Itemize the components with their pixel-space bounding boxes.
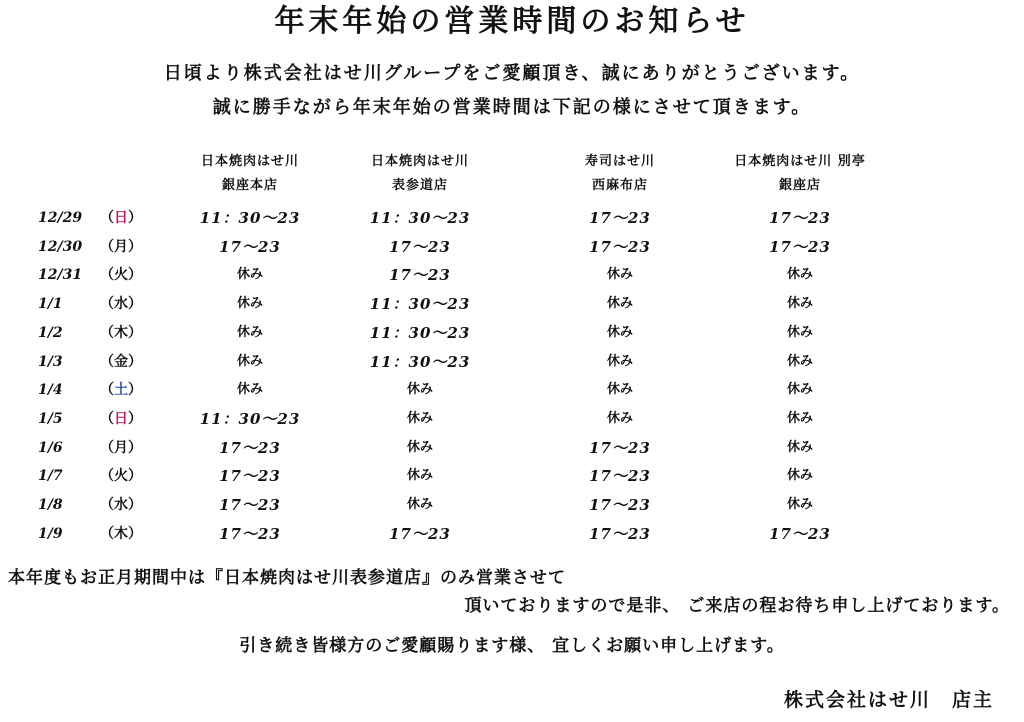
paren-open: （ — [100, 210, 114, 226]
row-date: 12/31 — [38, 267, 83, 284]
table-row — [0, 405, 1024, 433]
hours-cell: 休み — [406, 468, 433, 484]
hours-cell: 17～23 — [589, 438, 651, 457]
hours-cell: 休み — [786, 353, 813, 369]
table-row — [0, 348, 1024, 376]
hours-cell: 11：30～23 — [199, 409, 301, 428]
table-row — [0, 319, 1024, 347]
table-row — [0, 204, 1024, 232]
table-row — [0, 462, 1024, 490]
row-date: 1/3 — [38, 353, 63, 370]
paren-open: （ — [100, 439, 114, 456]
table-row — [0, 434, 1024, 462]
hours-cell: 休み — [786, 497, 813, 512]
store-header-ginza-honten — [160, 150, 340, 198]
closing-line-3: 引き続き皆様方のご愛顧賜ります様、 宜しくお願い申し上げます。 — [239, 636, 785, 656]
table-row — [0, 290, 1024, 318]
paren-open: （ — [100, 497, 114, 513]
hours-cell: 休み — [406, 382, 433, 398]
hours-cell: 休み — [606, 267, 633, 283]
weekday-char: 木 — [114, 525, 128, 542]
row-date: 1/8 — [38, 497, 63, 513]
closing-line-2: 頂いておりますので是非、 ご来店の程お待ち申し上げております。 — [464, 596, 1010, 616]
hours-cell: 休み — [606, 324, 633, 340]
closing-line-1: 本年度もお正月期間中は『日本焼肉はせ川表参道店』のみ営業させて — [8, 568, 566, 588]
paren-close: ） — [128, 439, 142, 456]
table-row — [0, 520, 1024, 548]
row-weekday — [100, 376, 140, 404]
paren-close: ） — [128, 525, 142, 542]
row-weekday — [100, 348, 140, 376]
paren-close: ） — [128, 468, 142, 485]
row-date: 1/2 — [38, 324, 63, 341]
hours-cell: 11：30～23 — [199, 209, 301, 227]
paren-close: ） — [128, 324, 142, 341]
weekday-char: 土 — [114, 382, 128, 399]
paren-close: ） — [128, 267, 142, 284]
row-date: 1/6 — [38, 439, 63, 456]
store-header-nishiazabu — [530, 150, 710, 198]
hours-cell: 休み — [786, 267, 813, 283]
row-date: 12/30 — [38, 238, 83, 255]
row-weekday — [100, 319, 140, 347]
hours-cell: 休み — [236, 267, 263, 283]
paren-open: （ — [100, 324, 114, 341]
hours-cell: 11：30～23 — [369, 323, 471, 342]
hours-cell: 17～23 — [219, 496, 281, 514]
hours-cell: 17～23 — [389, 266, 451, 285]
hours-cell: 17～23 — [389, 524, 451, 543]
hours-cell: 17～23 — [589, 467, 651, 486]
hours-cell: 休み — [236, 324, 263, 340]
row-weekday — [100, 204, 140, 232]
paren-close: ） — [128, 382, 142, 399]
store-name: 日本焼肉はせ川 別亭 — [734, 154, 866, 169]
table-row — [0, 376, 1024, 404]
row-weekday — [100, 405, 140, 433]
paren-open: （ — [100, 267, 114, 284]
row-weekday — [100, 462, 140, 490]
signature: 株式会社はせ川 店主 — [783, 689, 994, 711]
store-branch: 銀座店 — [778, 178, 821, 193]
table-row — [0, 233, 1024, 261]
hours-cell: 17～23 — [219, 467, 281, 486]
hours-cell: 休み — [606, 296, 633, 312]
paren-open: （ — [100, 353, 114, 370]
hours-cell: 17～23 — [589, 237, 651, 256]
weekday-char: 月 — [114, 439, 128, 456]
paren-open: （ — [100, 410, 114, 427]
weekday-char: 木 — [114, 324, 128, 341]
row-date: 1/9 — [38, 525, 63, 542]
row-weekday — [100, 261, 140, 289]
paren-open: （ — [100, 238, 114, 255]
row-weekday — [100, 290, 140, 318]
hours-cell: 17～23 — [769, 209, 831, 227]
row-weekday — [100, 520, 140, 548]
hours-cell: 11：30～23 — [369, 209, 471, 227]
intro-line-1: 日頃より株式会社はせ川グループをご愛顧頂き、誠にありがとうございます。 — [163, 63, 861, 84]
paren-close: ） — [128, 238, 142, 255]
weekday-char: 日 — [114, 210, 128, 226]
row-date: 12/29 — [38, 210, 83, 226]
store-branch: 西麻布店 — [591, 178, 648, 193]
hours-cell: 休み — [786, 468, 813, 484]
weekday-char: 火 — [114, 267, 128, 284]
paren-open: （ — [100, 382, 114, 399]
hours-cell: 休み — [236, 353, 263, 369]
row-date: 1/7 — [38, 468, 63, 485]
hours-cell: 17～23 — [389, 237, 451, 256]
paren-open: （ — [100, 296, 114, 313]
store-header-omotesando — [330, 150, 510, 198]
hours-cell: 17～23 — [589, 524, 651, 543]
paren-open: （ — [100, 468, 114, 485]
hours-cell: 休み — [786, 382, 813, 398]
row-weekday — [100, 233, 140, 261]
hours-cell: 11：30～23 — [369, 352, 471, 371]
table-row — [0, 491, 1024, 519]
weekday-char: 月 — [114, 238, 128, 255]
paren-close: ） — [128, 353, 142, 370]
hours-cell: 17～23 — [589, 496, 651, 514]
hours-cell: 休み — [236, 382, 263, 398]
store-header-bettei-ginza — [710, 150, 890, 198]
hours-cell: 休み — [786, 324, 813, 340]
weekday-char: 水 — [114, 497, 128, 513]
table-row — [0, 261, 1024, 289]
hours-cell: 休み — [606, 382, 633, 398]
hours-cell: 17～23 — [219, 524, 281, 543]
hours-cell: 休み — [406, 410, 433, 426]
hours-cell: 17～23 — [219, 237, 281, 256]
weekday-char: 水 — [114, 296, 128, 313]
row-date: 1/4 — [38, 382, 63, 399]
store-name: 日本焼肉はせ川 — [370, 154, 469, 169]
hours-cell: 17～23 — [769, 237, 831, 256]
row-date: 1/5 — [38, 410, 63, 427]
store-name: 日本焼肉はせ川 — [200, 154, 299, 169]
hours-cell: 17～23 — [219, 438, 281, 457]
hours-cell: 17～23 — [769, 524, 831, 543]
paren-open: （ — [100, 525, 114, 542]
row-weekday — [100, 491, 140, 519]
row-weekday — [100, 434, 140, 462]
row-date: 1/1 — [38, 296, 63, 313]
intro-line-2: 誠に勝手ながら年末年始の営業時間は下記の様にさせて頂きます。 — [212, 97, 812, 118]
hours-cell: 休み — [786, 410, 813, 426]
hours-cell: 休み — [606, 410, 633, 426]
weekday-char: 日 — [114, 410, 128, 427]
paren-close: ） — [128, 410, 142, 427]
hours-cell: 休み — [786, 439, 813, 455]
hours-cell: 17～23 — [589, 209, 651, 227]
hours-cell: 休み — [406, 439, 433, 455]
hours-cell: 休み — [786, 296, 813, 312]
page-title: 年末年始の営業時間のお知らせ — [274, 4, 750, 39]
hours-cell: 休み — [236, 296, 263, 312]
hours-cell: 休み — [606, 353, 633, 369]
paren-close: ） — [128, 497, 142, 513]
store-branch: 表参道店 — [391, 178, 448, 193]
hours-cell: 11：30～23 — [369, 295, 471, 314]
hours-cell: 休み — [406, 497, 433, 512]
store-branch: 銀座本店 — [221, 178, 278, 193]
weekday-char: 火 — [114, 468, 128, 485]
weekday-char: 金 — [114, 353, 128, 370]
paren-close: ） — [128, 296, 142, 313]
paren-close: ） — [128, 210, 142, 226]
store-name: 寿司はせ川 — [584, 154, 655, 169]
